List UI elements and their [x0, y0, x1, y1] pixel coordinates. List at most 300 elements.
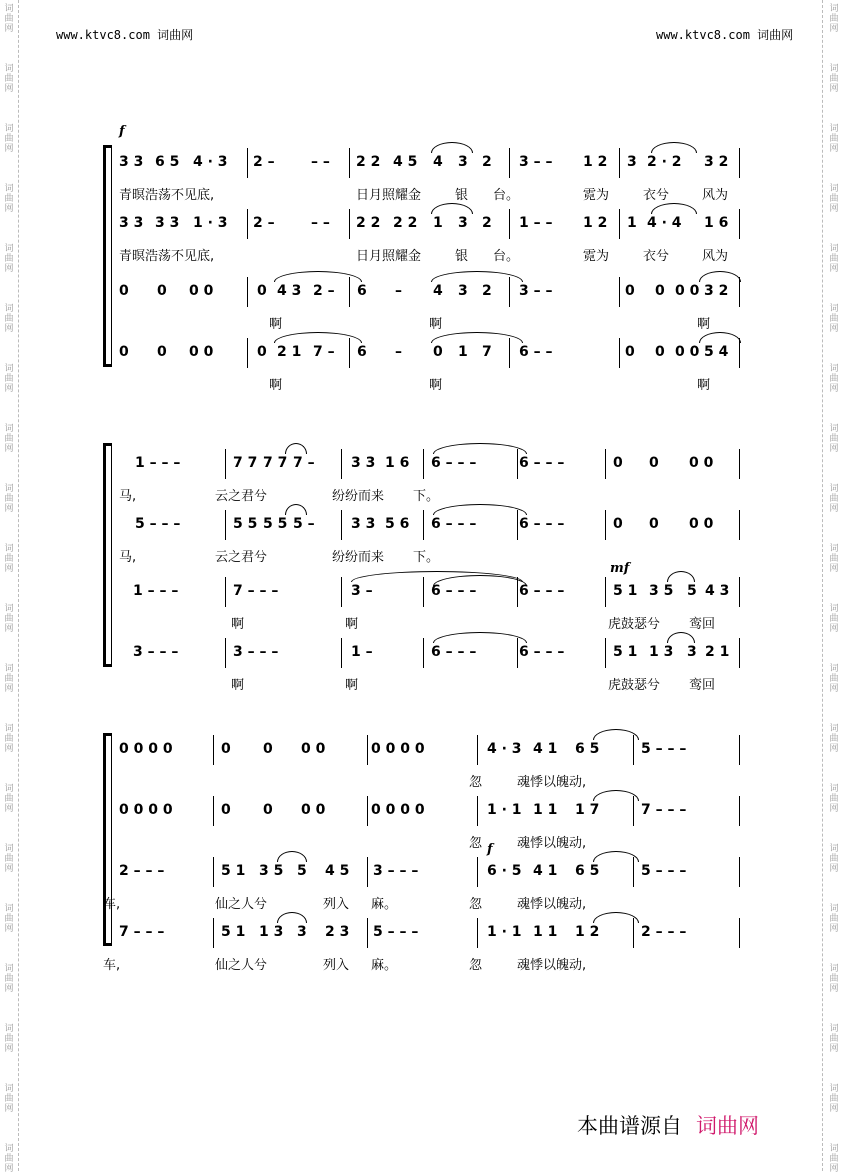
- watermark-text: 词曲网: [4, 784, 14, 814]
- barline: [739, 796, 740, 826]
- watermark-text: 词曲网: [4, 364, 14, 394]
- note-group: 5: [297, 863, 307, 879]
- lyric: 忽: [469, 836, 483, 851]
- lyric: 日月照耀金: [356, 188, 422, 203]
- note-group: 1 2: [575, 924, 600, 940]
- note-group: 0: [157, 283, 167, 299]
- lyric: 鸾回: [689, 617, 716, 632]
- watermark-text: 词曲网: [829, 904, 839, 934]
- slur: [651, 142, 697, 153]
- barline: [213, 796, 214, 826]
- header-left-site-name[interactable]: 词曲网: [157, 28, 194, 42]
- note-group: 3 – –: [519, 283, 553, 299]
- barline: [605, 510, 606, 540]
- lyric: 下。: [413, 489, 440, 504]
- lyric: 麻。: [371, 958, 398, 973]
- lyric: 风为: [702, 188, 729, 203]
- barline: [605, 638, 606, 668]
- lyric: 列入: [323, 958, 350, 973]
- watermark-text: 词曲网: [829, 184, 839, 214]
- note-group: – –: [311, 154, 330, 170]
- note-group: 3: [297, 924, 307, 940]
- note-group: 5 1: [613, 583, 638, 599]
- note-group: 0 0 0 0: [119, 802, 173, 818]
- lyric: 风为: [702, 249, 729, 264]
- lyric: 虎鼓瑟兮: [608, 617, 661, 632]
- barline: [619, 277, 620, 307]
- watermark-text: 词曲网: [4, 604, 14, 634]
- header-right[interactable]: [656, 26, 793, 43]
- barline: [247, 277, 248, 307]
- barline: [341, 638, 342, 668]
- lyric: 魂悸以魄动,: [517, 775, 587, 790]
- watermark-text: 词曲网: [4, 844, 14, 874]
- note-group: 0 0: [689, 516, 714, 532]
- note-group: 0: [221, 741, 231, 757]
- note-group: 0: [655, 283, 665, 299]
- note-group: 5 – – –: [641, 741, 687, 757]
- lyric: 魂悸以魄动,: [517, 958, 587, 973]
- note-group: 3 2: [704, 283, 729, 299]
- note-group: 1 – – –: [135, 455, 181, 471]
- lyric: 衣兮: [643, 249, 670, 264]
- note-group: 0 0: [689, 455, 714, 471]
- note-group: 3 – – –: [233, 644, 279, 660]
- note-group: – –: [311, 215, 330, 231]
- note-group: 7 – – –: [233, 583, 279, 599]
- right-watermark-strip: [822, 0, 842, 1174]
- header-left[interactable]: [56, 26, 193, 43]
- watermark-text: 词曲网: [4, 244, 14, 274]
- lyric: 日月照耀金: [356, 249, 422, 264]
- watermark-text: 词曲网: [829, 844, 839, 874]
- note-group: 2 · 2: [647, 154, 682, 170]
- barline: [739, 735, 740, 765]
- note-group: 1 – – –: [133, 583, 179, 599]
- note-group: 6 5: [155, 154, 180, 170]
- dynamic-forte: f: [119, 124, 125, 139]
- note-group: 0: [119, 283, 129, 299]
- note-group: 2: [482, 154, 492, 170]
- watermark-text: 词曲网: [829, 364, 839, 394]
- barline: [619, 209, 620, 239]
- note-group: 4 · 3: [193, 154, 228, 170]
- lyric: 魂悸以魄动,: [517, 897, 587, 912]
- barline: [213, 735, 214, 765]
- note-group: 0: [263, 741, 273, 757]
- lyric: 啊: [697, 317, 711, 332]
- note-group: 6 – – –: [431, 644, 477, 660]
- note-group: 1: [458, 344, 468, 360]
- note-group: 2 –: [313, 283, 335, 299]
- note-group: 5 4: [704, 344, 729, 360]
- watermark-text: 词曲网: [4, 1024, 14, 1054]
- note-group: 5 – – –: [641, 863, 687, 879]
- lyric: 台。: [493, 249, 520, 264]
- note-group: 0: [625, 283, 635, 299]
- note-group: 0 0 0 0: [371, 741, 425, 757]
- barline: [619, 148, 620, 178]
- note-group: 6 – –: [519, 344, 553, 360]
- barline: [739, 209, 740, 239]
- note-group: 1 1: [533, 924, 558, 940]
- barline: [739, 857, 740, 887]
- lyric: 衣兮: [643, 188, 670, 203]
- note-group: 0: [625, 344, 635, 360]
- watermark-text: 词曲网: [4, 304, 14, 334]
- note-group: 3 3: [119, 215, 144, 231]
- note-group: 0: [613, 516, 623, 532]
- note-group: 7: [482, 344, 492, 360]
- note-group: 5 – – –: [373, 924, 419, 940]
- note-group: 2 1: [277, 344, 302, 360]
- lyric: 青暝浩荡不见底,: [119, 249, 215, 264]
- header-right-url[interactable]: www.ktvc8.com: [656, 28, 750, 42]
- lyric: 云之君兮: [215, 489, 268, 504]
- note-group: 2: [482, 215, 492, 231]
- watermark-text: 词曲网: [829, 244, 839, 274]
- barline: [605, 577, 606, 607]
- note-group: 2 2: [356, 154, 381, 170]
- barline: [225, 510, 226, 540]
- note-group: 5 6: [385, 516, 410, 532]
- note-group: 3 – –: [519, 154, 553, 170]
- note-group: 7 –: [313, 344, 335, 360]
- note-group: 1 3: [259, 924, 284, 940]
- barline: [423, 638, 424, 668]
- voice-row-4: [103, 644, 743, 734]
- lyric: 银: [455, 249, 469, 264]
- watermark-text: 词曲网: [829, 1084, 839, 1114]
- barline: [739, 577, 740, 607]
- barline: [225, 449, 226, 479]
- note-group: 3: [627, 154, 637, 170]
- watermark-text: 词曲网: [4, 964, 14, 994]
- source-label: 本曲谱源自: [577, 1114, 682, 1138]
- lyric: 鸾回: [689, 678, 716, 693]
- watermark-text: 词曲网: [4, 184, 14, 214]
- note-group: 3: [687, 644, 697, 660]
- note-group: 0: [655, 344, 665, 360]
- note-group: 0 0: [301, 802, 326, 818]
- note-group: 0: [649, 455, 659, 471]
- lyric: 车,: [103, 958, 121, 973]
- watermark-text: 词曲网: [829, 304, 839, 334]
- note-group: 0: [257, 344, 267, 360]
- slur: [431, 142, 473, 153]
- barline: [477, 918, 478, 948]
- note-group: 3 3: [155, 215, 180, 231]
- lyric: 啊: [231, 678, 245, 693]
- note-group: 4 1: [533, 741, 558, 757]
- note-group: 4: [433, 283, 443, 299]
- note-group: 6 5: [575, 863, 600, 879]
- lyric: 麻。: [371, 897, 398, 912]
- note-group: 0: [157, 344, 167, 360]
- note-group: 3 3: [351, 455, 376, 471]
- note-group: 1 6: [704, 215, 729, 231]
- note-group: 0 0: [675, 283, 700, 299]
- barline: [477, 857, 478, 887]
- note-group: 6 – – –: [431, 516, 477, 532]
- note-group: 6 – – –: [519, 644, 565, 660]
- note-group: 3: [458, 283, 468, 299]
- lyric: 霓为: [583, 249, 610, 264]
- note-group: 0 0 0 0: [119, 741, 173, 757]
- watermark-text: 词曲网: [4, 4, 14, 34]
- barline: [739, 510, 740, 540]
- note-group: 5 – – –: [135, 516, 181, 532]
- source-site-link[interactable]: 词曲网: [696, 1114, 759, 1138]
- note-group: 1 – –: [519, 215, 553, 231]
- watermark-text: 词曲网: [4, 664, 14, 694]
- note-group: 0: [221, 802, 231, 818]
- barline: [341, 577, 342, 607]
- slur: [285, 443, 307, 454]
- score-system-3: [103, 733, 743, 973]
- note-group: 3 5: [649, 583, 674, 599]
- note-group: 5 1: [613, 644, 638, 660]
- voice-row-4: [103, 924, 743, 1014]
- note-group: 4 5: [393, 154, 418, 170]
- lyric: 青暝浩荡不见底,: [119, 188, 215, 203]
- barline: [509, 148, 510, 178]
- note-group: 2 – – –: [641, 924, 687, 940]
- note-group: 7 7: [263, 455, 288, 471]
- dynamic-mezzo-forte: mf: [610, 561, 630, 576]
- note-group: 1 2: [583, 215, 608, 231]
- note-group: –: [395, 283, 402, 299]
- watermark-text: 词曲网: [4, 424, 14, 454]
- note-group: 0 0 0 0: [371, 802, 425, 818]
- note-group: 1 –: [351, 644, 373, 660]
- note-group: 3 2: [704, 154, 729, 170]
- barline: [213, 857, 214, 887]
- score-system-1: [103, 145, 743, 393]
- note-group: 3 3: [351, 516, 376, 532]
- barline: [247, 209, 248, 239]
- left-watermark-strip: [0, 0, 19, 1174]
- note-group: 6 – – –: [431, 455, 477, 471]
- note-group: 4 · 3: [487, 741, 522, 757]
- lyric: 魂悸以魄动,: [517, 836, 587, 851]
- note-group: 5 –: [293, 516, 315, 532]
- barline: [477, 735, 478, 765]
- barline: [247, 148, 248, 178]
- lyric: 纷纷而来: [332, 550, 385, 565]
- lyric: 仙之人兮: [215, 897, 268, 912]
- note-group: 3 – – –: [373, 863, 419, 879]
- barline: [605, 449, 606, 479]
- barline: [367, 796, 368, 826]
- note-group: 5: [687, 583, 697, 599]
- lyric: 忽: [469, 958, 483, 973]
- watermark-text: 词曲网: [4, 904, 14, 934]
- note-group: 0 0: [189, 283, 214, 299]
- note-group: 4 · 4: [647, 215, 682, 231]
- watermark-text: 词曲网: [4, 124, 14, 154]
- note-group: 4 3: [705, 583, 730, 599]
- barline: [367, 857, 368, 887]
- note-group: 6 · 5: [487, 863, 522, 879]
- note-group: 2: [482, 283, 492, 299]
- lyric: 忽: [469, 775, 483, 790]
- barline: [341, 510, 342, 540]
- barline: [367, 735, 368, 765]
- note-group: 6 – – –: [519, 455, 565, 471]
- barline: [619, 338, 620, 368]
- note-group: 0 0: [675, 344, 700, 360]
- header-left-url[interactable]: www.ktvc8.com: [56, 28, 150, 42]
- score-system-2: [103, 443, 743, 693]
- voice-row-4: [103, 344, 743, 434]
- watermark-text: 词曲网: [829, 484, 839, 514]
- watermark-text: 词曲网: [4, 724, 14, 754]
- note-group: 5 5: [233, 516, 258, 532]
- barline: [739, 918, 740, 948]
- lyric: 忽: [469, 897, 483, 912]
- lyric: 车,: [103, 897, 121, 912]
- barline: [367, 918, 368, 948]
- lyric: 啊: [345, 617, 359, 632]
- lyric: 啊: [429, 317, 443, 332]
- barline: [509, 209, 510, 239]
- note-group: 3 3: [119, 154, 144, 170]
- lyric: 云之君兮: [215, 550, 268, 565]
- note-group: 6 – – –: [519, 516, 565, 532]
- note-group: 1 6: [385, 455, 410, 471]
- barline: [349, 148, 350, 178]
- barline: [225, 638, 226, 668]
- barline: [423, 449, 424, 479]
- watermark-text: 词曲网: [829, 64, 839, 94]
- note-group: 0: [433, 344, 443, 360]
- note-group: 2 3: [325, 924, 350, 940]
- barline: [739, 638, 740, 668]
- lyric: 列入: [323, 897, 350, 912]
- lyric: 马,: [119, 489, 137, 504]
- watermark-text: 词曲网: [829, 1024, 839, 1054]
- watermark-text: 词曲网: [829, 784, 839, 814]
- note-group: 4: [433, 154, 443, 170]
- barline: [225, 577, 226, 607]
- watermark-text: 词曲网: [829, 1144, 839, 1174]
- note-group: 1 1: [533, 802, 558, 818]
- lyric: 啊: [231, 617, 245, 632]
- barline: [349, 209, 350, 239]
- note-group: 1 2: [583, 154, 608, 170]
- note-group: 3 5: [259, 863, 284, 879]
- source-footer: [577, 1110, 759, 1140]
- note-group: 0: [263, 802, 273, 818]
- watermark-text: 词曲网: [829, 664, 839, 694]
- slur: [433, 443, 527, 454]
- lyric: 啊: [345, 678, 359, 693]
- barline: [739, 148, 740, 178]
- note-group: 7 7: [233, 455, 258, 471]
- watermark-text: 词曲网: [4, 484, 14, 514]
- note-group: 6 – – –: [431, 583, 477, 599]
- note-group: 1 · 1: [487, 924, 522, 940]
- lyric: 霓为: [583, 188, 610, 203]
- note-group: 1: [627, 215, 637, 231]
- lyric: 啊: [697, 378, 711, 393]
- note-group: 2 2: [356, 215, 381, 231]
- lyric: 纷纷而来: [332, 489, 385, 504]
- note-group: 2 1: [705, 644, 730, 660]
- header-right-site-name: 词曲网: [757, 28, 794, 42]
- note-group: 6 – – –: [519, 583, 565, 599]
- note-group: 2 –: [253, 215, 275, 231]
- note-group: 5 5: [263, 516, 288, 532]
- barline: [423, 510, 424, 540]
- note-group: 1 7: [575, 802, 600, 818]
- barline: [247, 338, 248, 368]
- watermark-text: 词曲网: [829, 964, 839, 994]
- note-group: 3 – – –: [133, 644, 179, 660]
- note-group: –: [395, 344, 402, 360]
- note-group: 0: [257, 283, 267, 299]
- note-group: 3: [458, 154, 468, 170]
- lyric: 台。: [493, 188, 520, 203]
- barline: [213, 918, 214, 948]
- lyric: 仙之人兮: [215, 958, 268, 973]
- watermark-text: 词曲网: [829, 544, 839, 574]
- lyric: 啊: [269, 378, 283, 393]
- dynamic-forte-2: f: [487, 842, 493, 857]
- note-group: 0 0: [301, 741, 326, 757]
- note-group: 1 3: [649, 644, 674, 660]
- barline: [341, 449, 342, 479]
- note-group: 7 –: [293, 455, 315, 471]
- lyric: 啊: [269, 317, 283, 332]
- watermark-text: 词曲网: [829, 604, 839, 634]
- watermark-text: 词曲网: [829, 124, 839, 154]
- lyric: 啊: [429, 378, 443, 393]
- note-group: 2 2: [393, 215, 418, 231]
- barline: [477, 796, 478, 826]
- watermark-text: 词曲网: [4, 1084, 14, 1114]
- note-group: 7 – – –: [119, 924, 165, 940]
- note-group: 6: [357, 344, 367, 360]
- watermark-text: 词曲网: [829, 424, 839, 454]
- note-group: 2 – – –: [119, 863, 165, 879]
- note-group: 0: [649, 516, 659, 532]
- note-group: 2 –: [253, 154, 275, 170]
- barline: [739, 449, 740, 479]
- note-group: 5 1: [221, 863, 246, 879]
- watermark-text: 词曲网: [4, 544, 14, 574]
- watermark-text: 词曲网: [4, 64, 14, 94]
- note-group: 4 5: [325, 863, 350, 879]
- watermark-text: 词曲网: [829, 724, 839, 754]
- lyric: 虎鼓瑟兮: [608, 678, 661, 693]
- note-group: 0 0: [189, 344, 214, 360]
- watermark-text: 词曲网: [4, 1144, 14, 1174]
- note-group: 1: [433, 215, 443, 231]
- watermark-text: 词曲网: [829, 4, 839, 34]
- note-group: 4 3: [277, 283, 302, 299]
- note-group: 3 –: [351, 583, 373, 599]
- note-group: 3: [458, 215, 468, 231]
- note-group: 0: [613, 455, 623, 471]
- note-group: 7 – – –: [641, 802, 687, 818]
- lyric: 下。: [413, 550, 440, 565]
- note-group: 4 1: [533, 863, 558, 879]
- note-group: 6 5: [575, 741, 600, 757]
- note-group: 1 · 3: [193, 215, 228, 231]
- lyric: 马,: [119, 550, 137, 565]
